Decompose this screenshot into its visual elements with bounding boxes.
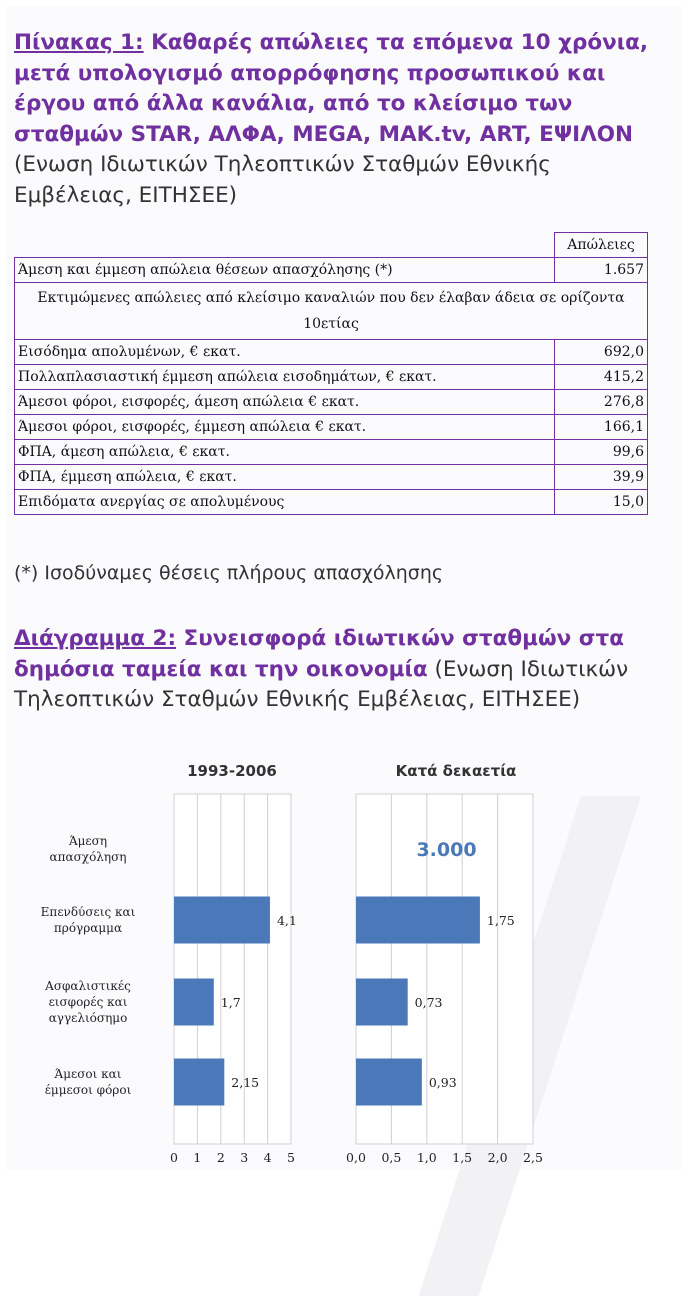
table-row-label: ΦΠΑ, άμεση απώλεια, € εκατ. [15, 440, 555, 465]
category-label: Άμεσοι και έμμεσοι φόροι [44, 1067, 132, 1097]
chart-title-1: 1993-2006 [187, 762, 277, 780]
x-tick-label: 2,5 [523, 1150, 543, 1165]
category-label: Άμεση απασχόληση [49, 834, 127, 864]
table-column-header: Απώλειες [555, 233, 648, 258]
data-label: 0,93 [428, 1075, 457, 1090]
x-tick-label: 1,0 [416, 1150, 437, 1165]
bar [356, 897, 480, 944]
chart-title-2: Κατά δεκαετία [395, 762, 517, 780]
x-tick-label: 0,0 [346, 1150, 366, 1165]
x-tick-label: 5 [287, 1150, 295, 1165]
data-label: 1,7 [220, 995, 241, 1010]
table-row-label: Επιδόματα ανεργίας σε απολυμένους [15, 490, 555, 515]
table-row-value: 99,6 [555, 440, 648, 465]
data-label: 1,75 [486, 913, 515, 928]
x-tick-label: 1 [193, 1150, 202, 1165]
data-label: 2,15 [231, 1075, 260, 1090]
table-row-label: Πολλαπλασιαστική έμμεση απώλεια εισοδημάτων, € εκατ. [15, 365, 555, 390]
data-label: 0,73 [414, 995, 443, 1010]
charts-svg [6, 6, 682, 1170]
table-row-label: Εισόδημα απολυμένων, € εκατ. [15, 340, 555, 365]
table-label: Πίνακας 1: [14, 30, 144, 55]
category-label: Ασφαλιστικές εισφορές και αγγελιόσημο [45, 979, 131, 1025]
x-tick-label: 0,5 [381, 1150, 402, 1165]
x-tick-label: 1,5 [452, 1150, 473, 1165]
annotation-label: 3.000 [416, 839, 477, 861]
bar [174, 979, 214, 1026]
category-label: Επενδύσεις και πρόγραμμα [40, 905, 136, 935]
bar [356, 979, 408, 1026]
page-panel [6, 6, 682, 1170]
x-tick-label: 2,0 [487, 1150, 508, 1165]
table-title: Καθαρές απώλειες τα επόμενα 10 χρόνια, μετά υπολογισμό απορρόφησης προσωπικού και έργου από άλλα κανάλια, από το κλείσιμο των σταθμών STAR, ΑΛΦΑ, MEGA, MAK.tv, ART, ΕΨΙΛΟΝ [14, 30, 649, 147]
bar [174, 897, 270, 944]
table-source: (Ενωση Ιδιωτικών Τηλεοπτικών Σταθμών Εθνικής Εμβέλειας, ΕΙΤΗΣΕΕ) [14, 152, 551, 208]
data-label: 4,1 [276, 913, 297, 928]
bar [356, 1059, 422, 1106]
x-tick-label: 4 [263, 1150, 272, 1165]
table-row-value: 166,1 [555, 415, 648, 440]
table-row-value: 276,8 [555, 390, 648, 415]
table-row-value: 39,9 [555, 465, 648, 490]
table-row-label: Άμεση και έμμεση απώλεια θέσεων απασχόλησης (*) [15, 258, 555, 283]
table-row-label: ΦΠΑ, έμμεση απώλεια, € εκατ. [15, 465, 555, 490]
table-section-header: Εκτιμώμενες απώλειες από κλείσιμο καναλιών που δεν έλαβαν άδεια σε ορίζοντα 10ετίας [15, 283, 648, 340]
chart-source: (Ενωση Ιδιωτικών Τηλεοπτικών Σταθμών Εθνικής Εμβέλειας, ΕΙΤΗΣΕΕ) [14, 656, 629, 712]
table-footnote: (*) Ισοδύναμες θέσεις πλήρους απασχόλησης [14, 562, 444, 584]
x-tick-label: 0 [170, 1150, 178, 1165]
table-row-value: 415,2 [555, 365, 648, 390]
table-row-value: 692,0 [555, 340, 648, 365]
bar [174, 1059, 224, 1106]
table-row-label: Άμεσοι φόροι, εισφορές, έμμεση απώλεια € εκατ. [15, 415, 555, 440]
table-row-label: Άμεσοι φόροι, εισφορές, άμεση απώλεια € εκατ. [15, 390, 555, 415]
x-tick-label: 3 [240, 1150, 249, 1165]
table-row-value: 15,0 [555, 490, 648, 515]
chart-label: Διάγραμμα 2: [14, 626, 177, 651]
chart-title: Συνεισφορά ιδιωτικών σταθμών στα δημόσια ταμεία και την οικονομία [14, 626, 625, 682]
x-tick-label: 2 [216, 1150, 225, 1165]
table-row-value: 1.657 [555, 258, 648, 283]
